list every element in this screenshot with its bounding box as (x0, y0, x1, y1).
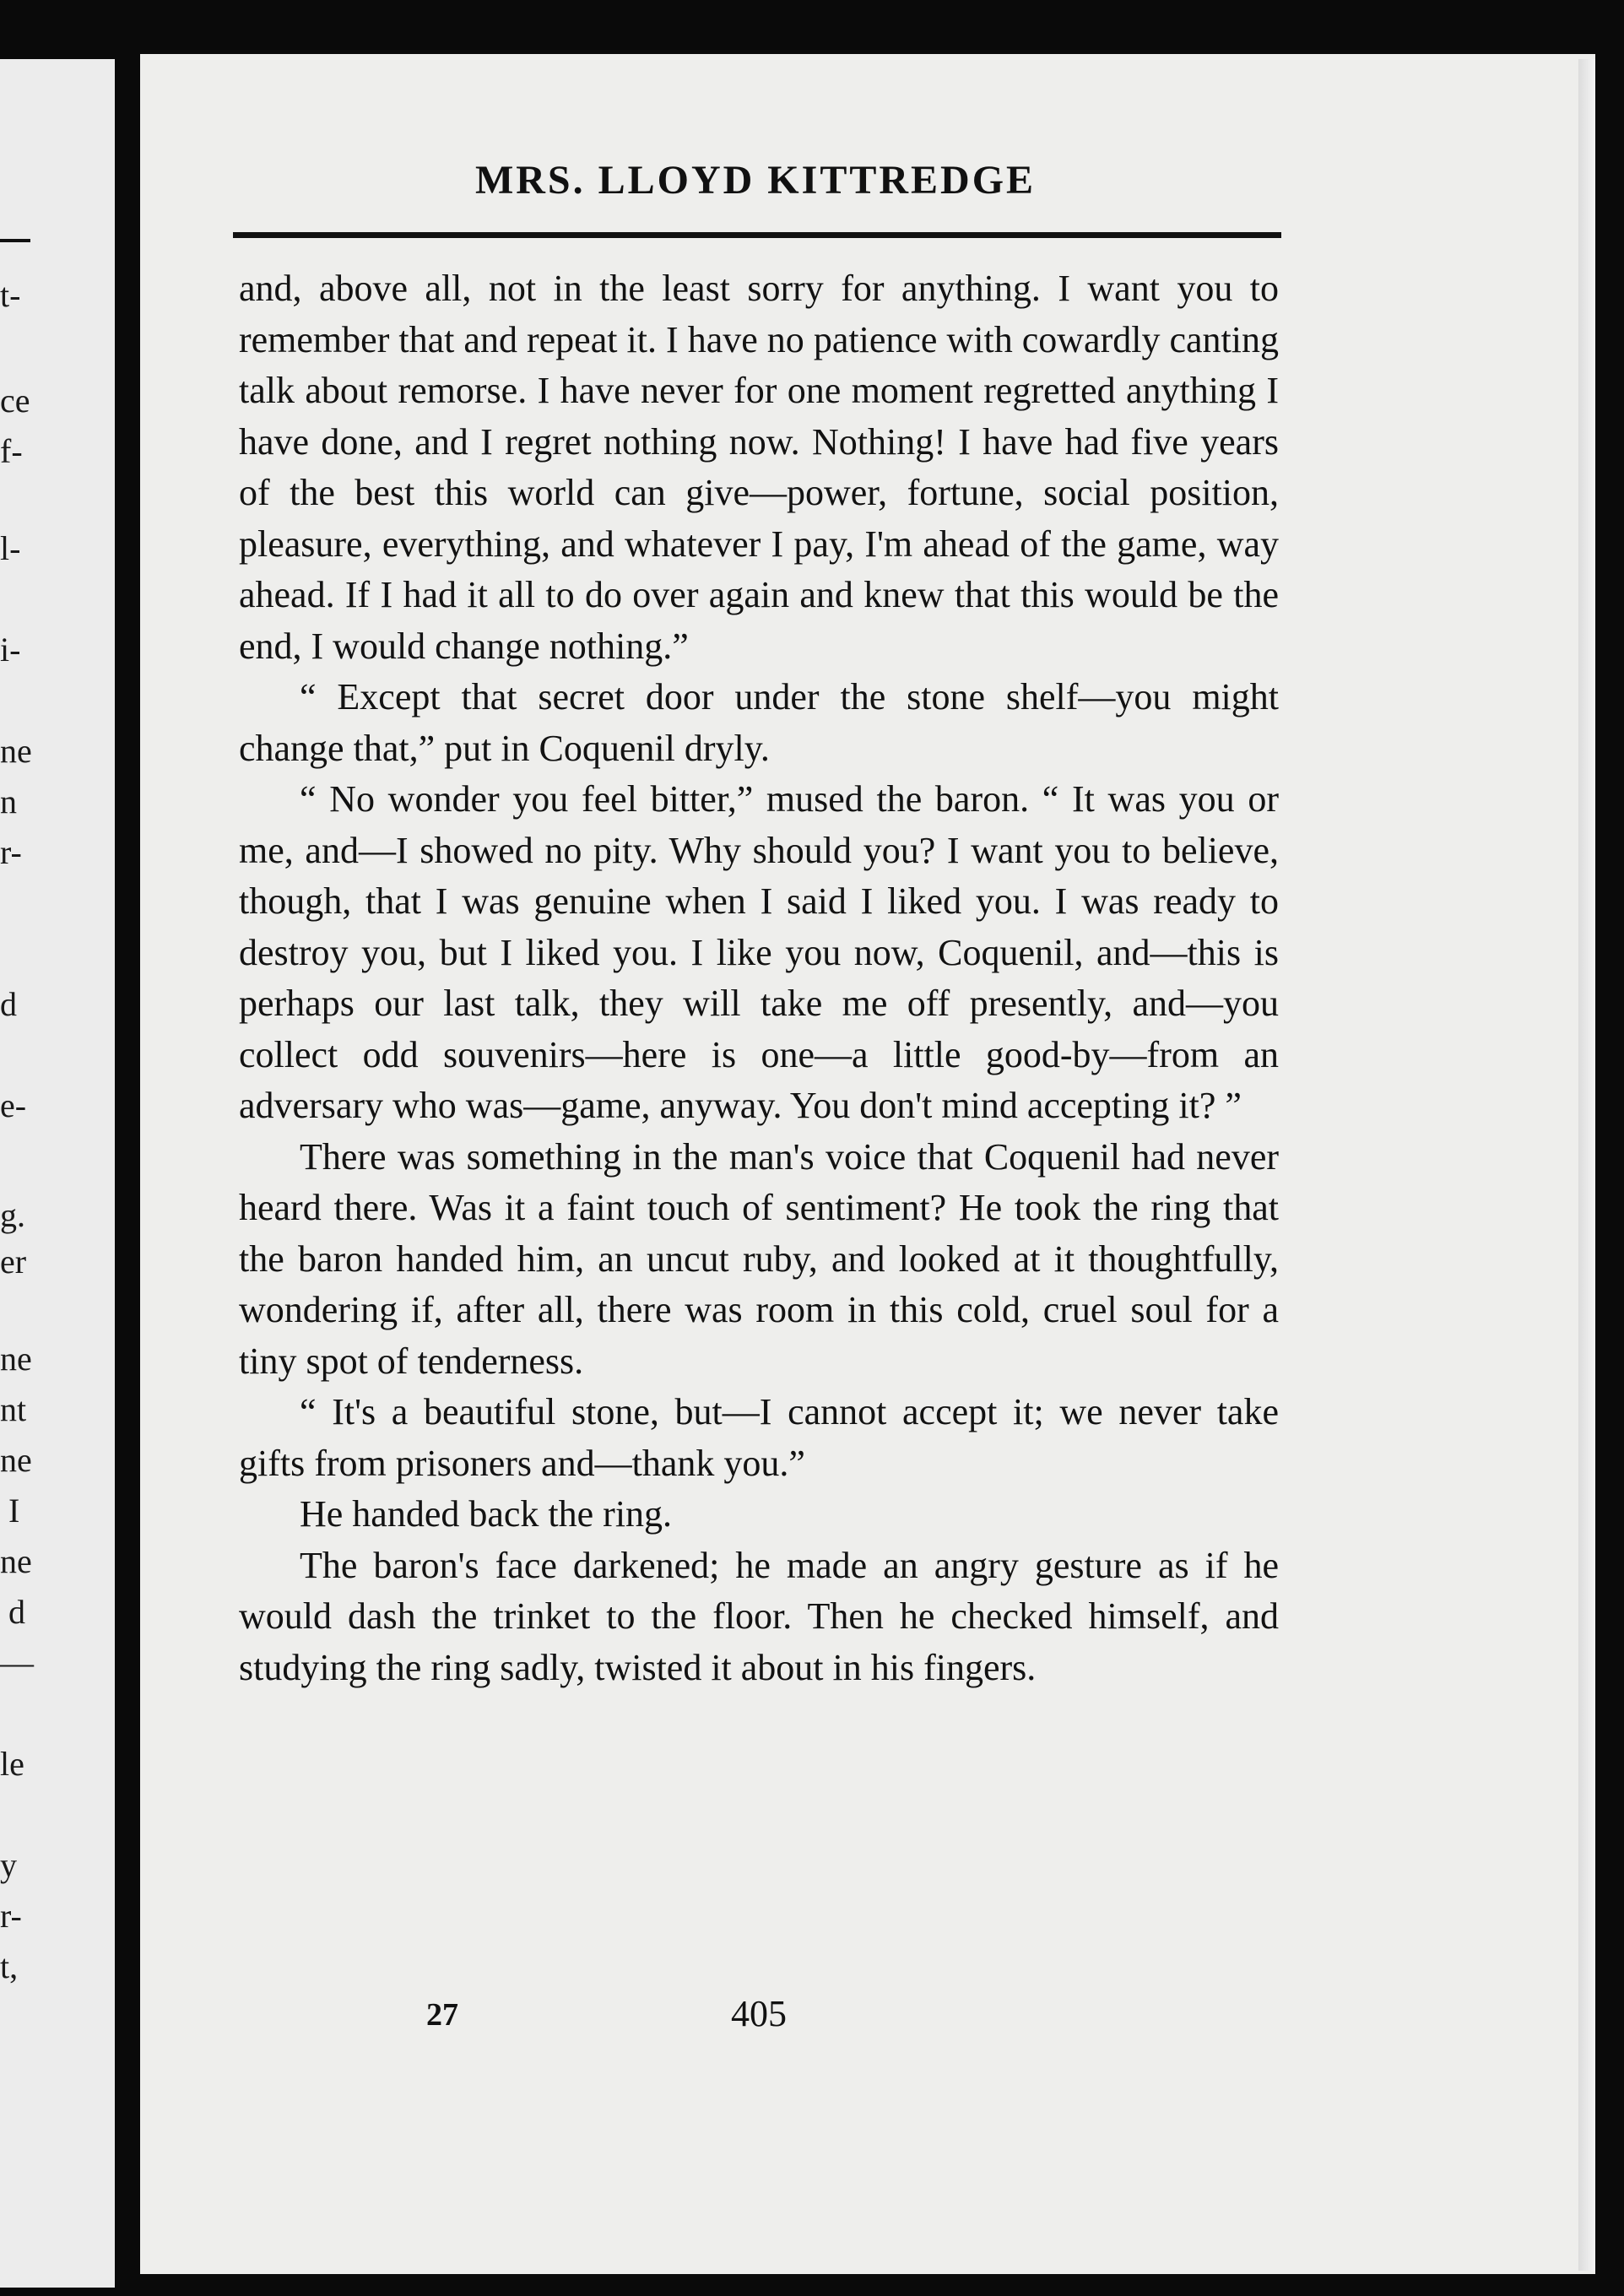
facing-page-rule (0, 239, 30, 242)
page-edge (1578, 59, 1595, 2271)
facing-page-fragment: f- (0, 432, 23, 470)
paragraph: “ It's a beautiful stone, but—I cannot accept it; we never take gifts from prisoners and—thank you.” (239, 1391, 1279, 1484)
scan-border (1595, 51, 1624, 2296)
facing-page-fragment: nt (0, 1390, 27, 1428)
facing-page-fragment: t, (0, 1947, 19, 1985)
header-rule (233, 232, 1281, 238)
facing-page-fragment: e- (0, 1086, 27, 1124)
paragraph: The baron's face darkened; he made an angry gesture as if he would dash the trinket to the floor. Then he checked himself, and studying the ring sadly, twisted it about in his fingers. (239, 1544, 1279, 1688)
facing-page-fragment: le (0, 1745, 24, 1783)
book-gutter (115, 51, 140, 2296)
page-number: 405 (731, 1993, 787, 2034)
facing-page-fragment: er (0, 1243, 27, 1281)
paragraph: There was something in the man's voice that Coquenil had never heard there. Was it a faint touch of sentiment? He took the ring that the baron handed him, an uncut ruby, and looked at it thoughtfully, wondering if, after all, there was room in this cold, cruel soul for a tiny spot of tenderness. (239, 1135, 1279, 1382)
facing-page-fragment: ne (0, 1340, 32, 1378)
facing-page-fragment: l- (0, 529, 21, 567)
paragraph: “ No wonder you feel bitter,” mused the baron. “ It was you or me, and—I showed no pity. Why should you? I want you to believe, though, that I was genuine when I said I liked you. I was ready to destroy you, but I liked you. I like you now, Coquenil, and—this is perhaps our last talk, they will take me off presently, and—you collect odd souvenirs—here is one—a little good-by—from an adversary who was—game, anyway. You don't mind accepting it? ” (239, 778, 1279, 1126)
facing-page-fragment: t- (0, 276, 21, 314)
facing-page-fragment: g. (0, 1196, 25, 1234)
facing-page-fragment: I (8, 1492, 20, 1530)
facing-page-fragment: y (0, 1846, 17, 1884)
running-header: MRS. LLOYD KITTREDGE (474, 158, 1037, 203)
facing-page-fragment: r- (0, 833, 22, 871)
facing-page-fragment: ce (0, 382, 30, 420)
facing-page-fragment: ne (0, 1441, 32, 1479)
facing-page-fragment: d (8, 1593, 25, 1631)
facing-page-fragment: ne (0, 732, 32, 770)
paragraph: He handed back the ring. (300, 1493, 673, 1535)
facing-page-fragment: — (0, 1643, 34, 1681)
signature-mark: 27 (426, 1997, 458, 2033)
body-text (239, 263, 1279, 1693)
facing-page-fragment: r- (0, 1897, 22, 1935)
facing-page-fragment: d (0, 985, 17, 1023)
facing-page-fragment: i- (0, 631, 21, 669)
facing-page-fragment: n (0, 782, 17, 820)
paragraph: “ Except that secret door under the stone shelf—you might change that,” put in Coquenil dryly. (239, 676, 1279, 769)
facing-page-fragment: ne (0, 1542, 32, 1580)
paragraph: and, above all, not in the least sorry for anything. I want you to remember that and repeat it. I have no patience with cowardly canting talk about remorse. I have never for one moment regretted anything I have done, and I regret nothing now. Nothing! I have had five years of the best this world can give—power, fortune, social position, pleasure, everything, and whatever I pay, I'm ahead of the game, way ahead. If I had it all to do over again and knew that this would be the end, I would change nothing.” (239, 268, 1279, 667)
